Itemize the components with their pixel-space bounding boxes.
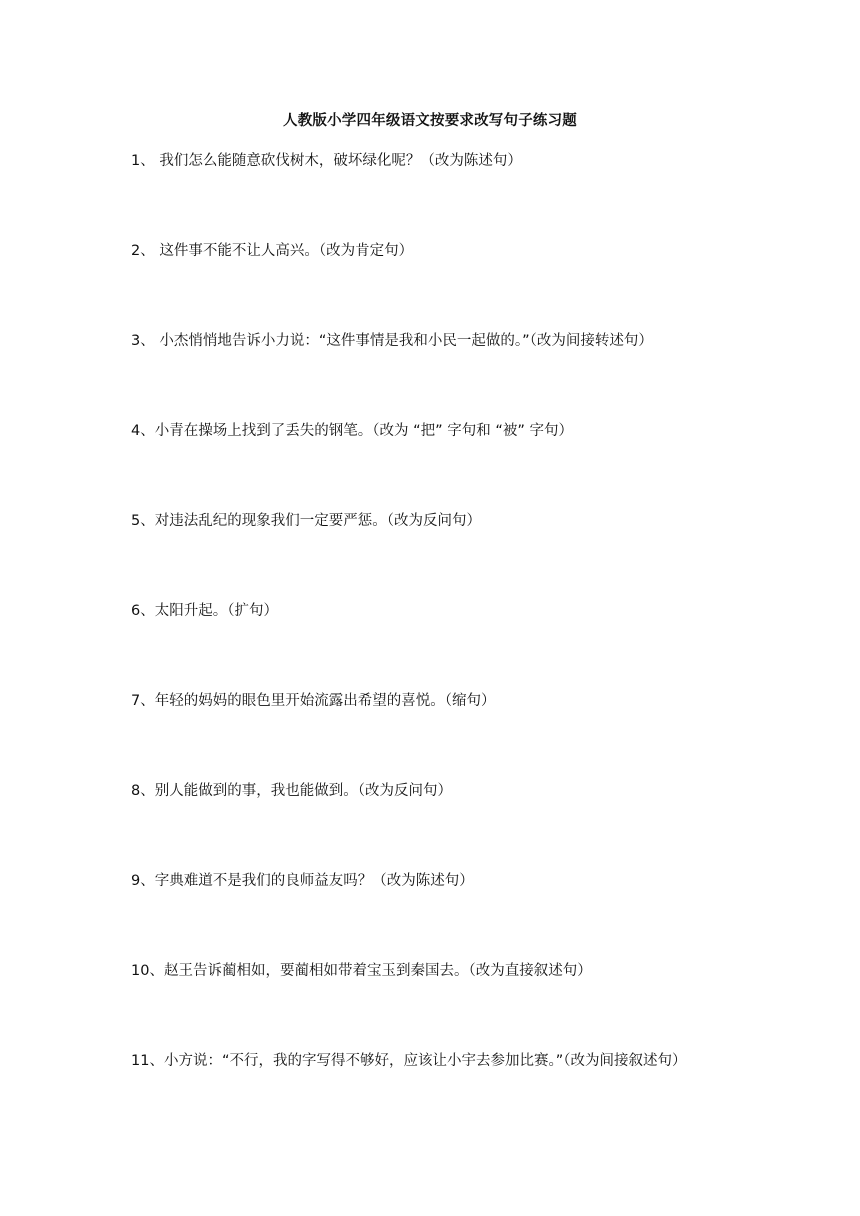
question-11: 11、小方说：“不行，我的字写得不够好，应该让小宇去参加比赛。”（改为间接叙述句） — [131, 1053, 687, 1069]
question-8: 8、别人能做到的事，我也能做到。（改为反问句） — [131, 783, 452, 799]
question-10: 10、赵王告诉蔺相如，要蔺相如带着宝玉到秦国去。（改为直接叙述句） — [131, 963, 592, 979]
question-3: 3、 小杰悄悄地告诉小力说：“这件事情是我和小民一起做的。”（改为间接转述句） — [131, 333, 653, 349]
question-4: 4、小青在操场上找到了丢失的钢笔。（改为 “把” 字句和 “被” 字句） — [131, 423, 573, 439]
question-9: 9、字典难道不是我们的良师益友吗？（改为陈述句） — [131, 873, 474, 889]
question-5: 5、对违法乱纪的现象我们一定要严惩。（改为反问句） — [131, 513, 481, 529]
document-title: 人教版小学四年级语文按要求改写句子练习题 — [283, 113, 577, 129]
question-2: 2、 这件事不能不让人高兴。（改为肯定句） — [131, 243, 414, 259]
question-1: 1、 我们怎么能随意砍伐树木，破坏绿化呢？（改为陈述句） — [131, 153, 522, 169]
question-7: 7、年轻的妈妈的眼色里开始流露出希望的喜悦。（缩句） — [131, 693, 496, 709]
question-6: 6、太阳升起。（扩句） — [131, 603, 278, 619]
